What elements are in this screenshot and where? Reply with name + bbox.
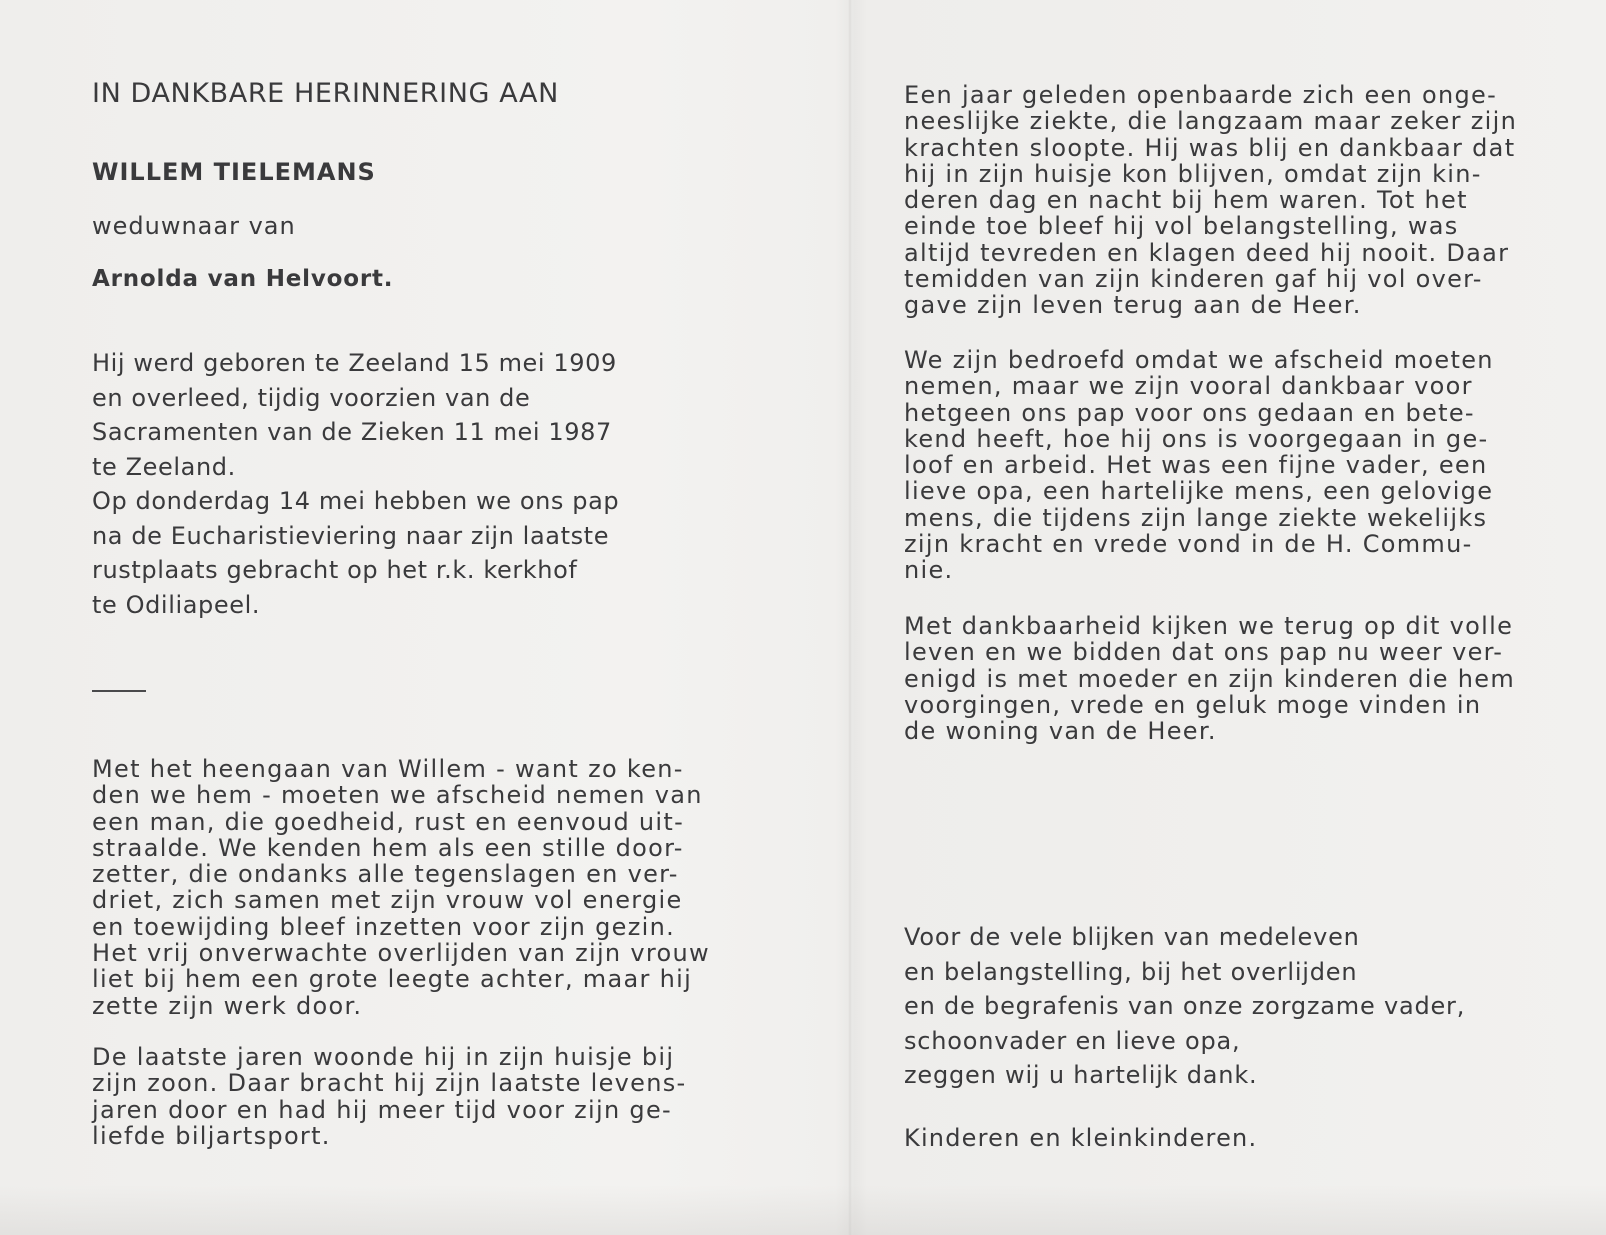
text-line: zetter, die ondanks alle tegenslagen en ver- (92, 860, 679, 889)
text-line: en belangstelling, bij het overlijden (904, 957, 1358, 986)
text-line: te Odiliapeel. (92, 590, 261, 619)
text-line: schoonvader en lieve opa, (904, 1026, 1241, 1055)
text-line: temidden van zijn kinderen gaf hij vol over- (904, 265, 1483, 294)
text-line: loof en arbeid. Het was een fijne vader, een (904, 451, 1488, 480)
deceased-name: WILLEM TIELEMANS (92, 158, 376, 186)
reflection-paragraph (904, 613, 1515, 744)
text-line: jaren door en had hij meer tijd voor zijn ge- (92, 1095, 672, 1124)
text-line: nemen, maar we zijn vooral dankbaar voor (904, 372, 1473, 401)
text-line: deren dag en nacht bij hem waren. Tot het (904, 186, 1468, 215)
spouse-name: Arnolda van Helvoort. (92, 266, 394, 292)
text-line: na de Eucharistieviering naar zijn laatste (92, 521, 610, 550)
family-signature: Kinderen en kleinkinderen. (904, 1124, 1258, 1152)
text-line: nie. (904, 556, 954, 585)
text-line: en toewijding bleef inzetten voor zijn gezin. (92, 912, 676, 941)
text-line: zeggen wij u hartelijk dank. (904, 1061, 1258, 1089)
text-line: Met het heengaan van Willem - want zo ken- (92, 755, 684, 783)
text-line: straalde. We kenden hem als een stille door- (92, 833, 684, 862)
text-line: zette zijn werk door. (92, 991, 363, 1020)
text-line: een man, die goedheid, rust en eenvoud uit- (92, 807, 685, 836)
text-line: Sacramenten van de Zieken 11 mei 1987 (92, 418, 612, 446)
thanks-message (904, 920, 1465, 1093)
gratitude-paragraph (904, 347, 1494, 584)
text-line: gave zijn leven terug aan de Heer. (904, 291, 1362, 320)
text-line: en de begrafenis van onze zorgzame vader, (904, 992, 1466, 1020)
text-line: neeslijke ziekte, die langzaam maar zeker zijn (904, 107, 1518, 136)
later-years-paragraph (92, 1044, 686, 1149)
text-line: Het vrij onverwachte overlijden van zijn vrouw (92, 939, 710, 968)
text-line: rustplaats gebracht op het r.k. kerkhof (92, 556, 578, 584)
text-line: einde toe bleef hij vol belangstelling, was (904, 212, 1459, 241)
text-line: mens, die tijdens zijn lange ziekte wekelijks (904, 503, 1488, 532)
separator-rule (92, 690, 146, 692)
text-line: De laatste jaren woonde hij in zijn huisje bij (92, 1043, 675, 1071)
card-fold (848, 0, 852, 1235)
text-line: leven en we bidden dat ons pap nu weer ver- (904, 638, 1504, 667)
text-line: voorgingen, vrede en geluk moge vinden in (904, 690, 1482, 719)
text-line: hetgeen ons pap voor ons gedaan en bete- (904, 398, 1475, 427)
text-line: de woning van de Heer. (904, 717, 1217, 746)
text-line: krachten sloopte. Hij was blij en dankbaar dat (904, 133, 1516, 162)
text-line: Hij werd geboren te Zeeland 15 mei 1909 (92, 349, 617, 377)
card-heading: IN DANKBARE HERINNERING AAN (92, 78, 559, 109)
text-line: en overleed, tijdig voorzien van de (92, 383, 531, 412)
text-line: te Zeeland. (92, 452, 236, 481)
birth-death-details (92, 346, 619, 622)
widower-label: weduwnaar van (92, 212, 296, 240)
tribute-paragraph (92, 756, 710, 1019)
text-line: We zijn bedroefd omdat we afscheid moeten (904, 346, 1494, 374)
text-line: driet, zich samen met zijn vrouw vol energie (92, 886, 683, 915)
paper-shadow (0, 1185, 1606, 1235)
text-line: den we hem - moeten we afscheid nemen van (92, 781, 703, 810)
text-line: zijn zoon. Daar bracht hij zijn laatste levens- (92, 1069, 687, 1098)
text-line: Een jaar geleden openbaarde zich een onge- (904, 81, 1498, 109)
text-line: lieve opa, een hartelijke mens, een gelovige (904, 477, 1494, 506)
text-line: altijd tevreden en klagen deed hij nooit. Daar (904, 238, 1510, 267)
text-line: Met dankbaarheid kijken we terug op dit volle (904, 612, 1514, 640)
text-line: liet bij hem een grote leegte achter, maar hij (92, 965, 693, 994)
illness-paragraph (904, 82, 1517, 319)
text-line: enigd is met moeder en zijn kinderen die hem (904, 664, 1516, 693)
text-line: kend heeft, hoe hij ons is voorgegaan in ge- (904, 424, 1489, 453)
text-line: Voor de vele blijken van medeleven (904, 923, 1360, 951)
text-line: hij in zijn huisje kon blijven, omdat zijn kin- (904, 159, 1482, 188)
text-line: liefde biljartsport. (92, 1121, 331, 1150)
text-line: Op donderdag 14 mei hebben we ons pap (92, 487, 620, 515)
text-line: zijn kracht en vrede vond in de H. Commu- (904, 530, 1473, 559)
